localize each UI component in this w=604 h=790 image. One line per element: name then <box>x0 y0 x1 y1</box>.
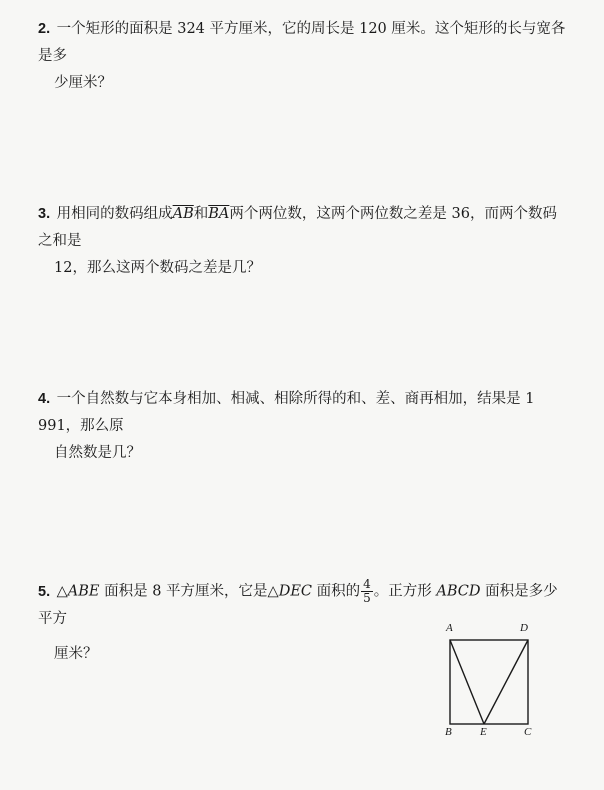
question-5-line-2: 厘米？ <box>54 645 98 662</box>
fraction <box>361 578 373 605</box>
question-2 <box>38 16 568 97</box>
question-text: 面积是 8 平方厘米，它是△ <box>99 583 279 600</box>
question-text: 两个两位数，这两个两位数之差是 36，而两个数码之和是 <box>38 206 557 249</box>
question-4-line-1 <box>38 386 568 440</box>
question-number: 2. <box>38 21 51 37</box>
vertex-label-e: E <box>480 726 487 738</box>
question-number: 5. <box>38 583 51 600</box>
question-text: 面积的 <box>312 583 361 600</box>
question-5-line-1 <box>38 578 568 633</box>
triangle-symbol: △ <box>56 583 68 600</box>
vertex-label-c: C <box>524 726 532 738</box>
geometry-figure <box>440 622 550 748</box>
question-text: 面积是多少平方 <box>38 583 558 627</box>
question-2-line-2: 少厘米？ <box>54 75 112 91</box>
fraction-denominator: 5 <box>363 591 371 605</box>
question-text: 一个矩形的面积是 324 平方厘米，它的周长是 120 厘米。这个矩形的长与宽各是多 <box>38 21 566 64</box>
square-abcd-outline <box>450 640 528 724</box>
triangle-abe: ABE <box>67 583 100 600</box>
question-text: 。正方形 <box>373 583 437 600</box>
question-4 <box>38 386 568 467</box>
question-number: 4. <box>38 391 51 407</box>
question-3-line-2: 12，那么这两个数码之差是几？ <box>54 260 261 276</box>
question-4-line-2: 自然数是几？ <box>54 445 141 461</box>
segment-ae <box>450 640 484 724</box>
segment-de <box>484 640 528 724</box>
question-text: 一个自然数与它本身相加、相减、相除所得的和、差、商再相加，结果是 1 991，那么原 <box>38 391 535 434</box>
question-2-line-1 <box>38 16 568 70</box>
vertex-label-d: D <box>520 622 528 634</box>
question-3 <box>38 201 568 282</box>
question-3-line-1 <box>38 201 568 255</box>
overline-number-ab: $\overline{AB}$ <box>172 206 194 222</box>
vertex-label-b: B <box>445 726 452 738</box>
question-text: 用相同的数码组成 <box>56 206 173 222</box>
overline-number-ba: $\overline{BA}$ <box>208 206 230 222</box>
fraction-numerator: 4 <box>363 577 371 591</box>
question-number: 3. <box>38 206 51 222</box>
square-triangle-diagram <box>440 628 550 748</box>
conjunction: 和 <box>193 206 209 222</box>
square-abcd: ABCD <box>436 583 481 600</box>
triangle-dec: DEC <box>278 583 312 600</box>
vertex-label-a: A <box>446 622 453 634</box>
